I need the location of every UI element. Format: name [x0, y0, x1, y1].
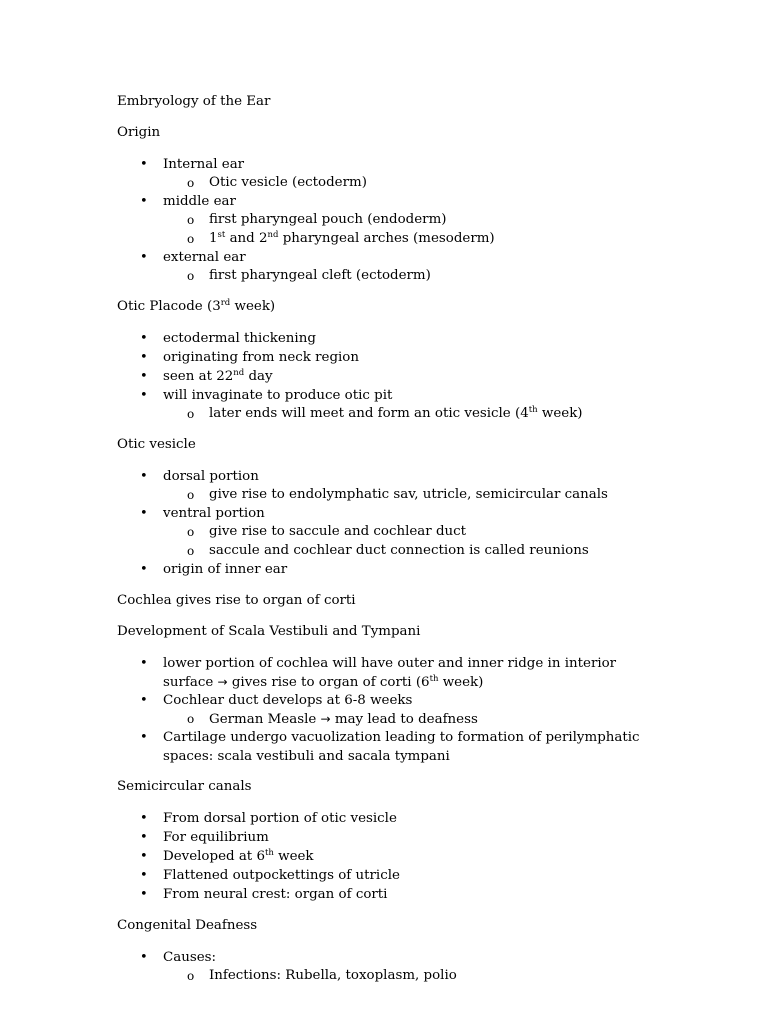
list-item: Internal ear: [163, 157, 245, 172]
sub-bullet-marker: o: [187, 269, 195, 283]
bullet-marker: •: [140, 656, 148, 671]
list-item: From dorsal portion of otic vesicle: [163, 811, 397, 826]
bullet-marker: •: [140, 868, 148, 883]
list-item: seen at 22nd day: [163, 368, 273, 384]
sub-list-item: German Measle → may lead to deafness: [209, 712, 478, 727]
section-heading-congenital-deafness: Congenital Deafness: [117, 918, 258, 933]
list-item: Flattened outpockettings of utricle: [163, 868, 400, 883]
bullet-marker: •: [140, 194, 148, 209]
sub-bullet-marker: o: [187, 544, 195, 558]
sub-bullet-marker: o: [187, 488, 195, 502]
paragraph-cochlea: Cochlea gives rise to organ of corti: [117, 593, 356, 608]
bullet-marker: •: [140, 830, 148, 845]
list-item: dorsal portion: [163, 469, 259, 484]
arrow-right-icon: →: [217, 675, 228, 689]
list-item: For equilibrium: [163, 830, 269, 845]
bullet-marker: •: [140, 562, 148, 577]
bullet-marker: •: [140, 887, 148, 902]
sub-list-item: saccule and cochlear duct connection is called reunions: [209, 543, 589, 558]
sub-list-item: first pharyngeal cleft (ectoderm): [209, 268, 431, 283]
bullet-marker: •: [140, 250, 148, 265]
sub-list-item: give rise to endolymphatic sav, utricle, semicircular canals: [209, 487, 608, 502]
section-heading-otic-placode: Otic Placode (3rd week): [117, 298, 276, 314]
list-item: middle ear: [163, 194, 236, 209]
list-item: From neural crest: organ of corti: [163, 887, 388, 902]
bullet-marker: •: [140, 693, 148, 708]
list-item: Cartilage undergo vacuolization leading to formation of perilymphatic: [163, 730, 640, 745]
bullet-marker: •: [140, 157, 148, 172]
list-item: Cochlear duct develops at 6-8 weeks: [163, 693, 413, 708]
sub-list-item: later ends will meet and form an otic vesicle (4th week): [209, 405, 583, 421]
sub-list-item: Infections: Rubella, toxoplasm, polio: [209, 968, 457, 983]
sub-bullet-marker: o: [187, 712, 195, 726]
bullet-marker: •: [140, 950, 148, 965]
section-heading-semicircular: Semicircular canals: [117, 779, 252, 794]
section-heading-otic-vesicle: Otic vesicle: [117, 437, 196, 452]
sub-list-item: first pharyngeal pouch (endoderm): [209, 212, 447, 227]
section-heading-scala: Development of Scala Vestibuli and Tympani: [117, 624, 421, 639]
list-item: originating from neck region: [163, 350, 359, 365]
sub-bullet-marker: o: [187, 176, 195, 190]
bullet-marker: •: [140, 730, 148, 745]
list-item-continuation: surface → gives rise to organ of corti (6th week): [163, 674, 484, 690]
sub-list-item: Otic vesicle (ectoderm): [209, 175, 367, 190]
bullet-marker: •: [140, 350, 148, 365]
sub-list-item: 1st and 2nd pharyngeal arches (mesoderm): [209, 230, 495, 246]
sub-bullet-marker: o: [187, 213, 195, 227]
list-item: Developed at 6th week: [163, 848, 314, 864]
bullet-marker: •: [140, 811, 148, 826]
section-heading-origin: Origin: [117, 125, 161, 140]
list-item: lower portion of cochlea will have outer and inner ridge in interior: [163, 656, 617, 671]
bullet-marker: •: [140, 388, 148, 403]
bullet-marker: •: [140, 331, 148, 346]
sub-bullet-marker: o: [187, 525, 195, 539]
document-title: Embryology of the Ear: [117, 94, 271, 109]
sub-bullet-marker: o: [187, 232, 195, 246]
list-item: origin of inner ear: [163, 562, 288, 577]
list-item: Causes:: [163, 950, 217, 965]
bullet-marker: •: [140, 849, 148, 864]
list-item: ectodermal thickening: [163, 331, 316, 346]
list-item: ventral portion: [163, 506, 265, 521]
list-item: external ear: [163, 250, 246, 265]
bullet-marker: •: [140, 506, 148, 521]
sub-bullet-marker: o: [187, 407, 195, 421]
arrow-right-icon: →: [320, 712, 331, 726]
list-item: will invaginate to produce otic pit: [163, 388, 393, 403]
bullet-marker: •: [140, 469, 148, 484]
sub-bullet-marker: o: [187, 969, 195, 983]
bullet-marker: •: [140, 369, 148, 384]
list-item-continuation: spaces: scala vestibuli and sacala tympani: [163, 749, 450, 764]
sub-list-item: give rise to saccule and cochlear duct: [209, 524, 467, 539]
